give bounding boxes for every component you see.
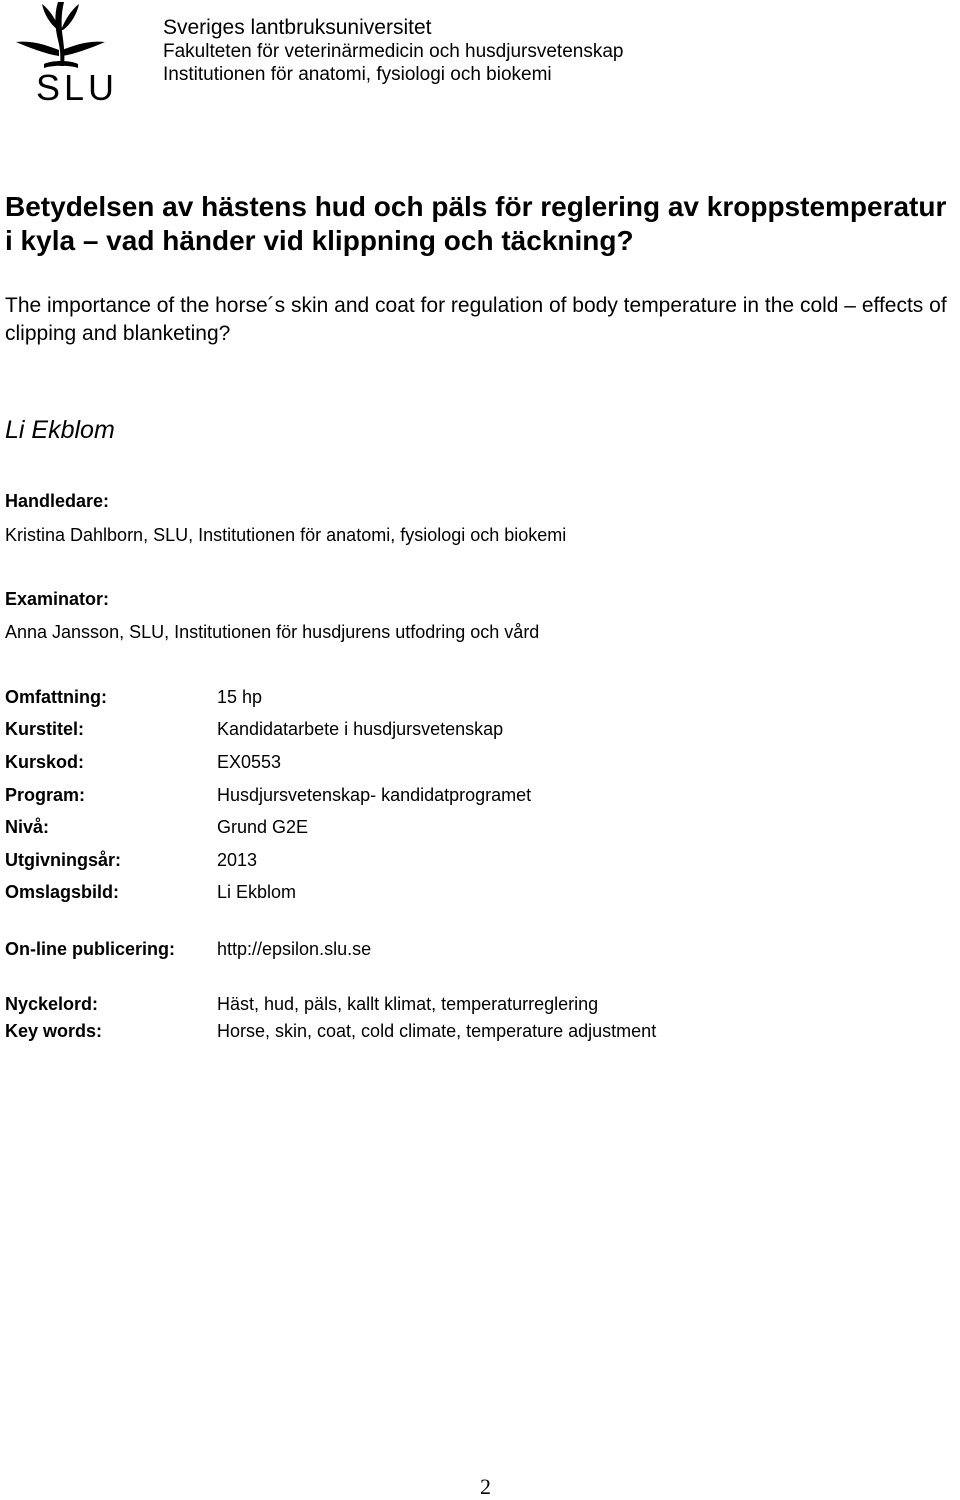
title-english: The importance of the horse´s skin and coat for regulation of body temperature in the cold – effects of clipping and blanketing? bbox=[5, 294, 947, 345]
meta-label: Omslagsbild: bbox=[5, 882, 120, 902]
meta-row-omfattning bbox=[5, 686, 945, 710]
meta-label: Kurskod: bbox=[5, 752, 85, 772]
publication-url[interactable]: http://epsilon.slu.se bbox=[217, 939, 372, 959]
meta-row-omslagsbild bbox=[5, 881, 945, 905]
slu-plant-logo-icon bbox=[14, 0, 106, 72]
meta-label: Omfattning: bbox=[5, 687, 107, 707]
meta-value: EX0553 bbox=[217, 752, 282, 772]
meta-row-program bbox=[5, 784, 945, 808]
author-name: Li Ekblom bbox=[5, 416, 115, 444]
meta-value: Husdjursvetenskap- kandidatprogramet bbox=[217, 785, 532, 805]
meta-label: Kurstitel: bbox=[5, 719, 85, 739]
slu-logo-text: SLU bbox=[36, 67, 119, 108]
meta-row-key-words bbox=[5, 1020, 945, 1044]
meta-row-niva bbox=[5, 816, 945, 840]
meta-row-nyckelord bbox=[5, 993, 945, 1017]
slu-logo bbox=[14, 0, 119, 108]
examiner-value: Anna Jansson, SLU, Institutionen för husdjurens utfodring och vård bbox=[5, 622, 540, 642]
meta-label: Nyckelord: bbox=[5, 994, 99, 1014]
meta-value: Häst, hud, päls, kallt klimat, temperaturreglering bbox=[217, 994, 599, 1014]
page-number: 2 bbox=[480, 1474, 491, 1499]
meta-row-online-publicering bbox=[5, 938, 945, 962]
examiner-label: Examinator: bbox=[5, 589, 110, 609]
faculty-name: Fakulteten för veterinärmedicin och husdjursvetenskap bbox=[163, 41, 624, 62]
meta-row-utgivningsar bbox=[5, 849, 945, 873]
supervisor-label: Handledare: bbox=[5, 491, 110, 511]
meta-label: Nivå: bbox=[5, 817, 50, 837]
meta-label: On-line publicering: bbox=[5, 939, 175, 959]
meta-value: Kandidatarbete i husdjursvetenskap bbox=[217, 719, 504, 739]
meta-label: Key words: bbox=[5, 1021, 103, 1041]
title-swedish: Betydelsen av hästens hud och päls för reglering av kroppstemperatur i kyla – vad händer vid klippning och täckning? bbox=[5, 191, 947, 256]
meta-row-kurstitel bbox=[5, 718, 945, 742]
meta-value: 2013 bbox=[217, 850, 258, 870]
institution-header bbox=[163, 16, 623, 86]
meta-label: Utgivningsår: bbox=[5, 850, 122, 870]
supervisor-value: Kristina Dahlborn, SLU, Institutionen för anatomi, fysiologi och biokemi bbox=[5, 525, 567, 545]
meta-value: 15 hp bbox=[217, 687, 263, 707]
meta-value: Li Ekblom bbox=[217, 882, 297, 902]
department-name: Institutionen för anatomi, fysiologi och biokemi bbox=[163, 64, 552, 85]
meta-label: Program: bbox=[5, 785, 86, 805]
meta-value: Horse, skin, coat, cold climate, temperature adjustment bbox=[217, 1021, 657, 1041]
meta-value: Grund G2E bbox=[217, 817, 309, 837]
university-name: Sveriges lantbruksuniversitet bbox=[163, 16, 432, 39]
meta-row-kurskod bbox=[5, 751, 945, 775]
